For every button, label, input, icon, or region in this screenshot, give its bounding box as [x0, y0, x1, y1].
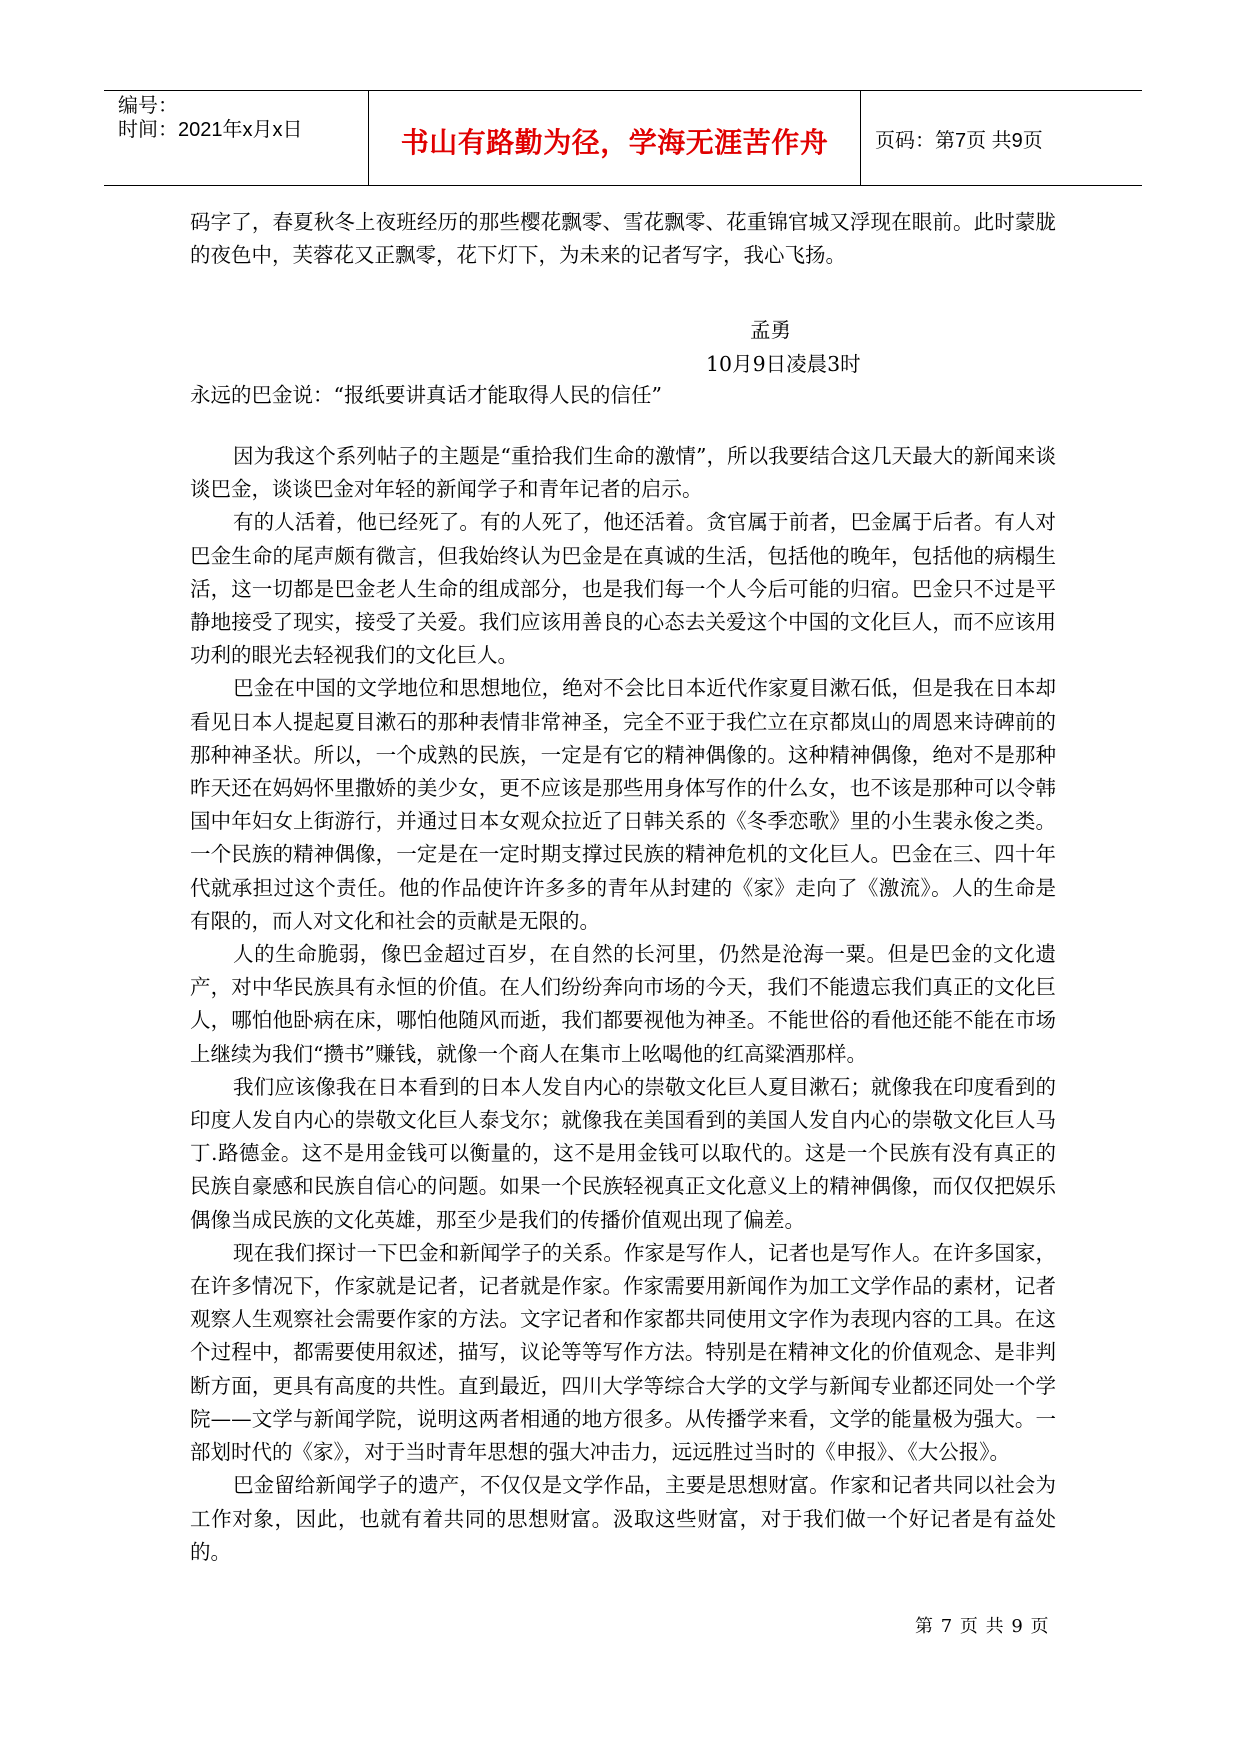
header-page-number: 页码：第7页 共9页: [875, 130, 1043, 152]
article-title-text: 永远的巴金说：“报纸要讲真话才能取得人民的信任”: [190, 383, 662, 407]
document-time-label: 时间：2021年x月x日: [118, 119, 303, 141]
article-title: [190, 379, 1056, 412]
header-meta-cell: [104, 91, 369, 185]
header-page-cell: [861, 91, 1142, 185]
page-footer-number: 第 7 页 共 9 页: [915, 1616, 1050, 1637]
article-paragraph: 有的人活着，他已经死了。有的人死了，他还活着。贪官属于前者，巴金属于后者。有人对巴金生命的尾声颇有微言，但我始终认为巴金是在真诚的生活，包括他的晚年，包括他的病榻生活，这一切都是巴金老人生命的组成部分，也是我们每一个人今后可能的归宿。巴金只不过是平静地接受了现实，接受了关爱。我们应该用善良的心态去关爱这个中国的文化巨人，而不应该用功利的眼光去轻视我们的文化巨人。: [190, 510, 1056, 668]
article-paragraph: 现在我们探讨一下巴金和新闻学子的关系。作家是写作人，记者也是写作人。在许多国家，在许多情况下，作家就是记者，记者就是作家。作家需要用新闻作为加工文学作品的素材，记者观察人生观察社会需要作家的方法。文字记者和作家都共同使用文字作为表现内容的工具。在这个过程中，都需要使用叙述，描写，议论等等写作方法。特别是在精神文化的价值观念、是非判断方面，更具有高度的共性。直到最近，四川大学等综合大学的文学与新闻专业都还同处一个学院——文学与新闻学院，说明这两者相通的地方很多。从传播学来看，文学的能量极为强大。一部划时代的《家》，对于当时青年思想的强大冲击力，远远胜过当时的《申报》、《大公报》。: [190, 1240, 1056, 1465]
article-body: [190, 440, 1056, 1569]
article-paragraph: 巴金在中国的文学地位和思想地位，绝对不会比日本近代作家夏目漱石低，但是我在日本却看见日本人提起夏目漱石的那种表情非常神圣，完全不亚于我伫立在京都岚山的周恩来诗碑前的那种神圣状。所以，一个成熟的民族，一定是有它的精神偶像的。这种精神偶像，绝对不是那种昨天还在妈妈怀里撒娇的美少女，更不应该是那些用身体写作的什么女，也不该是那种可以令韩国中年妇女上街游行，并通过日本女观众拉近了日韩关系的《冬季恋歌》里的小生裴永俊之类。一个民族的精神偶像，一定是在一定时期支撑过民族的精神危机的文化巨人。巴金在三、四十年代就承担过这个责任。他的作品使许许多多的青年从封建的《家》走向了《激流》。人的生命是有限的，而人对文化和社会的贡献是无限的。: [190, 676, 1056, 933]
previous-article-date: 10月9日凌晨3时: [706, 352, 861, 376]
article-paragraph: 因为我这个系列帖子的主题是“重拾我们生命的激情”，所以我要结合这几天最大的新闻来谈谈巴金，谈谈巴金对年轻的新闻学子和青年记者的启示。: [190, 444, 1056, 502]
document-header: [104, 90, 1142, 186]
document-number-label: 编号：: [118, 95, 178, 117]
previous-article-closing-paragraph: 码字了，春夏秋冬上夜班经历的那些樱花飘零、雪花飘零、花重锦官城又浮现在眼前。此时蒙胧的夜色中，芙蓉花又正飘零，花下灯下，为未来的记者写字，我心飞扬。: [190, 210, 1056, 268]
previous-article-tail: [190, 206, 1056, 272]
article-paragraph: 人的生命脆弱，像巴金超过百岁，在自然的长河里，仍然是沧海一粟。但是巴金的文化遗产，对中华民族具有永恒的价值。在人们纷纷奔向市场的今天，我们不能遗忘我们真正的文化巨人，哪怕他卧病在床，哪怕他随风而逝，我们都要视他为神圣。不能世俗的看他还能不能在市场上继续为我们“攒书”赚钱，就像一个商人在集市上吆喝他的红高粱酒那样。: [190, 942, 1056, 1066]
header-motto: 书山有路勤为径，学海无涯苦作舟: [400, 126, 829, 159]
header-motto-cell: [369, 91, 861, 185]
article-paragraph: 我们应该像我在日本看到的日本人发自内心的崇敬文化巨人夏目漱石；就像我在印度看到的印度人发自内心的崇敬文化巨人泰戈尔；就像我在美国看到的美国人发自内心的崇敬文化巨人马丁.路德金。这不是用金钱可以衡量的，这不是用金钱可以取代的。这是一个民族有没有真正的民族自豪感和民族自信心的问题。如果一个民族轻视真正文化意义上的精神偶像，而仅仅把娱乐偶像当成民族的文化英雄，那至少是我们的传播价值观出现了偏差。: [190, 1074, 1056, 1232]
previous-article-author: 孟勇: [750, 318, 791, 342]
article-paragraph: 巴金留给新闻学子的遗产，不仅仅是文学作品，主要是思想财富。作家和记者共同以社会为工作对象，因此，也就有着共同的思想财富。汲取这些财富，对于我们做一个好记者是有益处的。: [190, 1473, 1056, 1564]
